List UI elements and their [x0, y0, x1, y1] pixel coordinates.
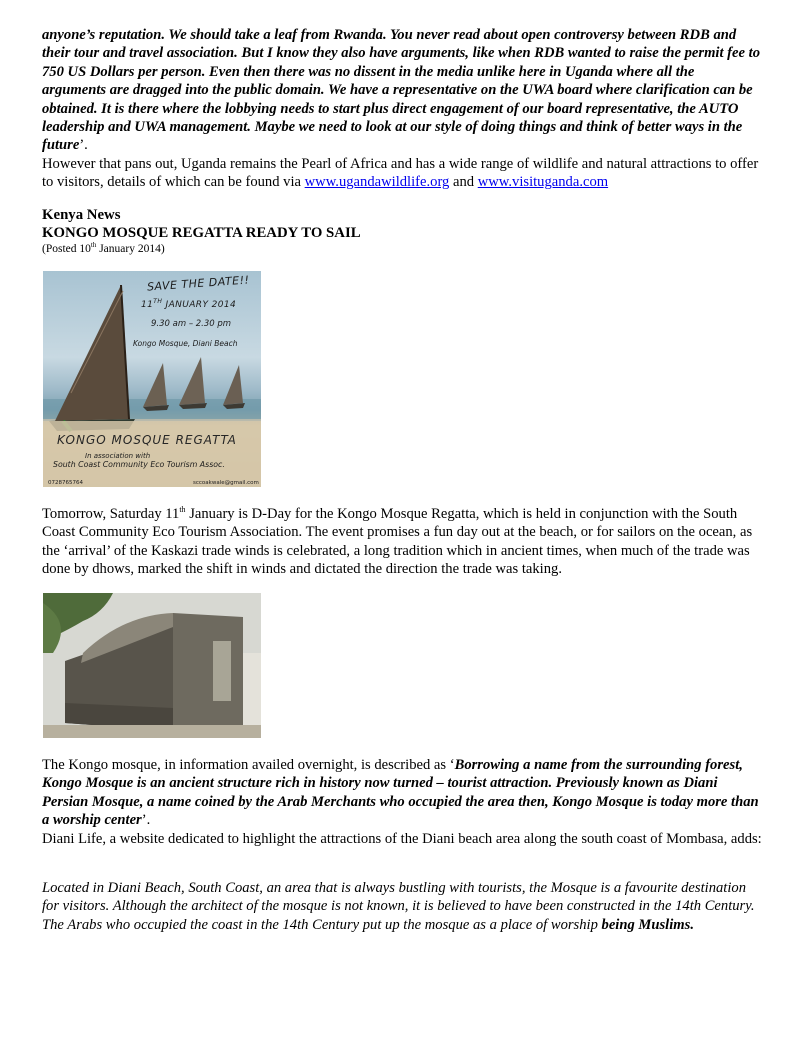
intro-quote-end: ’.: [79, 137, 88, 154]
headline: KONGO MOSQUE REGATTA READY TO SAIL: [42, 225, 361, 241]
posted-date: [42, 242, 762, 257]
poster-subtitle-1: In association with: [85, 452, 151, 460]
posted-suffix: January 2014): [96, 243, 165, 255]
intro-closing-text: However that pans out, Uganda remains the Pearl of Africa and has a wide range of wildlife and natural attractions to offer to visitors, details of which can be found via: [42, 155, 759, 191]
intro-closing-and: and: [449, 174, 478, 191]
article-paragraph-2: [42, 756, 762, 848]
poster-date-rest: JANUARY 2014: [162, 300, 237, 310]
poster-phone: 0728765764: [48, 480, 83, 486]
article-header: [42, 206, 762, 257]
poster-subtitle-2: South Coast Community Eco Tourism Assoc.: [53, 460, 225, 469]
para1-after: January is D-Day for the Kongo Mosque Regatta, which is held in conjunction with the South Coast Community Eco Tourism Association. The event promises a fun day out at the beach, or for sailors on the ocean, as the ‘arrival’ of the Kaskazi trade winds is celebrated, a long tradition which in ancient times, when much of the trade was done by dhows, marked the shift in winds and dictated the direction the trade was taking.: [42, 506, 753, 578]
para1-before: Tomorrow, Saturday 11: [42, 506, 180, 522]
article-paragraph-4: [42, 879, 762, 934]
section-label: Kenya News: [42, 207, 121, 223]
paragraph-4: [42, 879, 762, 934]
poster-date-sup: TH: [153, 298, 163, 305]
poster-save-date: SAVE THE DATE!!: [146, 273, 250, 294]
para1-sup: th: [179, 505, 186, 515]
intro-section: [42, 26, 762, 192]
poster-date: [141, 296, 236, 314]
kongo-mosque-photo: [43, 593, 261, 738]
article-paragraph-1: [42, 505, 762, 579]
intro-quote: anyone’s reputation. We should take a leaf from Rwanda. You never read about open controversy between RDB and their tour and travel association. But I know they also have arguments, like when RDB wanted to raise the permit fee to 750 US Dollars per person. Even then there was no dissent in the media unlike here in Uganda where all the arguments are dragged into the public domain. We have a representative on the UWA board where clarification can be obtained. It is there where the lobbying needs to start plus direct engagement of our board representative, the AUTO leadership and UWA management. Maybe we need to look at our style of doing things and think of better ways in the future: [42, 27, 760, 154]
paragraph-2: [42, 756, 762, 830]
intro-closing-paragraph: [42, 155, 762, 192]
ugandawildlife-link[interactable]: www.ugandawildlife.org: [304, 174, 450, 191]
para4-tail: being Muslims.: [601, 916, 694, 933]
regatta-poster-image: [43, 271, 261, 487]
visituganda-link[interactable]: www.visituganda.com: [477, 174, 609, 191]
para4-text: Located in Diani Beach, South Coast, an area that is always bustling with tourists, the Mosque is a favourite destination for visitors. Although the architect of the mosque is not known, it is believed to have been constructed in the 14th Century. The Arabs who occupied the coast in the 14th Century put up the mosque as a place of worship: [42, 880, 755, 933]
paragraph-1: [42, 505, 762, 579]
poster-email: sccoakwale@gmail.com: [193, 480, 259, 486]
mosque-illustration: [43, 593, 261, 738]
para2-after: ’.: [141, 812, 151, 829]
poster-date-day: 11: [141, 300, 154, 310]
para2-quote: Borrowing a name from the surrounding forest, Kongo Mosque is an ancient structure rich in history now turned – tourist attraction. Previously known as Diani Persian Mosque, a name coined by the Arab Merchants who occupied the area then, Kongo Mosque is today more than a worship center: [42, 757, 759, 829]
poster-time: 9.30 am – 2.30 pm: [151, 319, 232, 329]
paragraph-3: Diani Life, a website dedicated to highlight the attractions of the Diani beach area along the south coast of Mombasa, adds:: [42, 830, 762, 847]
intro-quote-paragraph: [42, 26, 762, 155]
posted-prefix: (Posted 10: [42, 243, 91, 255]
poster-place: Kongo Mosque, Diani Beach: [133, 339, 238, 348]
para2-before: The Kongo mosque, in information availed overnight, is described as ‘: [42, 757, 455, 773]
poster-title: KONGO MOSQUE REGATTA: [57, 433, 237, 447]
posted-sup: th: [90, 241, 97, 250]
